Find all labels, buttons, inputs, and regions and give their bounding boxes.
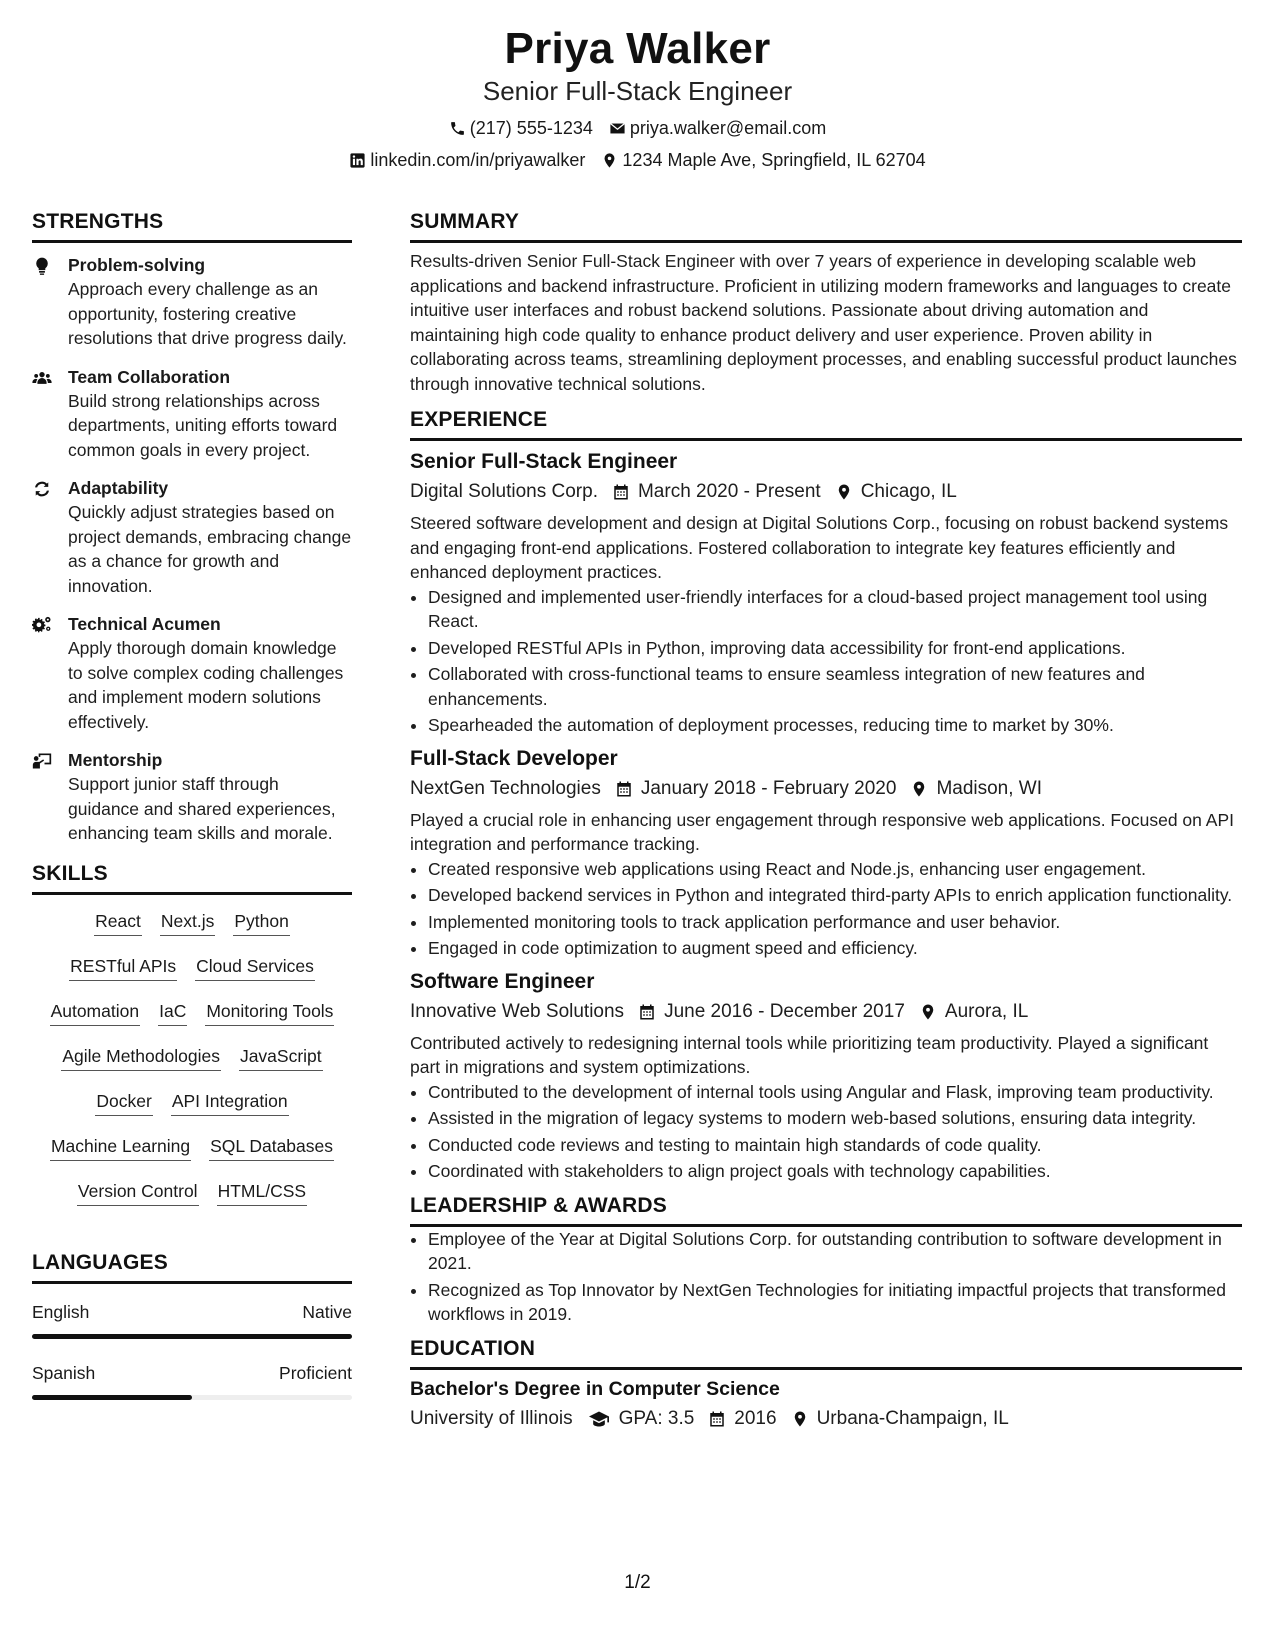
strength-item <box>32 476 352 598</box>
job-entry <box>410 447 1242 738</box>
language-proficiency-bar <box>32 1395 352 1400</box>
job-bullet: • Created responsive web applications using React and Node.js, enhancing user engagement. <box>428 857 1242 882</box>
job-description: Played a crucial role in enhancing user engagement through responsive web applications. Focused on API integration and performance tracking. <box>410 809 1234 854</box>
job-bullet: • Collaborated with cross-functional teams to ensure seamless integration of new features and enhancements. <box>428 662 1242 711</box>
skill-tag: Python <box>233 909 289 936</box>
job-description: Contributed actively to redesigning internal tools while prioritizing team productivity. Played a significant part in migrations and system optimizations. <box>410 1032 1209 1077</box>
leadership-heading: LEADERSHIP & AWARDS <box>410 1192 1242 1227</box>
calendar-icon <box>612 483 630 501</box>
degree-title: Bachelor's Degree in Computer Science <box>410 1377 780 1400</box>
graduation-cap-icon <box>587 1409 611 1429</box>
award-item: • Employee of the Year at Digital Solutions Corp. for outstanding contribution to software development in 2021. <box>428 1227 1242 1276</box>
candidate-name: Priya Walker <box>504 24 771 73</box>
language-item <box>32 1361 352 1400</box>
job-bullet: • Coordinated with stakeholders to align project goals with technology capabilities. <box>428 1159 1242 1184</box>
job-bullet: • Spearheaded the automation of deployment processes, reducing time to market by 30%. <box>428 713 1242 738</box>
linkedin-text: linkedin.com/in/priyawalker <box>370 150 586 170</box>
strength-name: Team Collaboration <box>68 366 231 387</box>
language-proficiency-fill <box>32 1395 192 1400</box>
job-bullet: • Contributed to the development of internal tools using Angular and Flask, improving team productivity. <box>428 1080 1242 1105</box>
skill-tag: HTML/CSS <box>217 1179 307 1206</box>
right-column <box>410 208 1242 1434</box>
language-proficiency-bar <box>32 1334 352 1339</box>
skill-tag: API Integration <box>171 1089 289 1116</box>
leadership-section <box>410 1192 1242 1327</box>
languages-section <box>32 1249 352 1400</box>
skill-tag: Agile Methodologies <box>61 1044 221 1071</box>
phone-icon <box>449 120 466 137</box>
skill-tag: IaC <box>158 999 187 1026</box>
skills-section <box>32 860 352 1224</box>
job-bullet: • Implemented monitoring tools to track application performance and user behavior. <box>428 910 1242 935</box>
company-name: Digital Solutions Corp. <box>410 481 598 502</box>
skill-tag: Machine Learning <box>50 1134 191 1161</box>
email-text: priya.walker@email.com <box>629 118 827 138</box>
phone-contact[interactable] <box>449 116 593 140</box>
job-dates: March 2020 - Present <box>637 481 821 502</box>
language-name: English <box>32 1301 90 1322</box>
language-item <box>32 1300 352 1339</box>
strength-name: Mentorship <box>68 750 163 770</box>
job-bullet: • Developed backend services in Python and integrated third-party APIs to enrich application functionality. <box>428 883 1242 908</box>
job-entry <box>410 744 1242 961</box>
map-pin-icon <box>919 1003 937 1021</box>
summary-text: Results-driven Senior Full-Stack Engineer with over 7 years of experience in developing scalable web applications and backend infrastructure. Proficient in utilizing modern frameworks and languages to create intuitive user interfaces and robust backend solutions. Passionate about driving automation and maintaining high code quality to enhance product delivery and user experience. Proven ability in collaborating across teams, streamlining deployment processes, and enabling successful product launches through innovative technical solutions. <box>410 251 1237 394</box>
job-bullets <box>410 585 1242 738</box>
strength-name: Technical Acumen <box>68 614 221 634</box>
phone-text: (217) 555-1234 <box>469 118 593 138</box>
map-pin-icon <box>910 780 928 798</box>
skill-tag: SQL Databases <box>209 1134 334 1161</box>
job-bullets <box>410 857 1242 961</box>
strengths-section <box>32 208 352 846</box>
skill-tag: Docker <box>95 1089 152 1116</box>
resume-header <box>0 22 1275 172</box>
strength-item <box>32 612 352 734</box>
gears-icon <box>32 615 52 635</box>
job-bullet: • Conducted code reviews and testing to maintain high standards of code quality. <box>428 1133 1242 1158</box>
calendar-icon <box>708 1410 726 1428</box>
language-level: Proficient <box>279 1362 352 1383</box>
linkedin-icon <box>349 152 366 169</box>
graduation-year: 2016 <box>734 1407 777 1429</box>
job-location: Madison, WI <box>936 777 1043 799</box>
language-proficiency-fill <box>32 1334 352 1339</box>
job-description: Steered software development and design at Digital Solutions Corp., focusing on robust backend systems and engaging front-end applications. Fostered collaboration to integrate key features efficiently and enhanced deployment practices. <box>410 513 1229 582</box>
strength-name: Problem-solving <box>68 255 206 275</box>
strength-item <box>32 253 352 351</box>
users-icon <box>32 368 52 388</box>
teacher-icon <box>32 751 52 771</box>
map-pin-icon <box>601 152 618 169</box>
email-contact[interactable] <box>609 116 826 140</box>
job-location: Chicago, IL <box>860 481 957 502</box>
languages-heading: LANGUAGES <box>32 1249 352 1284</box>
skill-tag: Cloud Services <box>195 954 315 981</box>
language-level: Native <box>302 1301 352 1322</box>
school-location: Urbana-Champaign, IL <box>816 1407 1009 1429</box>
skill-tag: JavaScript <box>239 1044 323 1071</box>
skills-heading: SKILLS <box>32 860 352 895</box>
language-name: Spanish <box>32 1362 96 1383</box>
job-bullet: • Engaged in code optimization to augment speed and efficiency. <box>428 936 1242 961</box>
envelope-icon <box>609 120 626 137</box>
strength-desc: Approach every challenge as an opportunity, fostering creative resolutions that drive progress daily. <box>68 279 347 348</box>
award-item: • Recognized as Top Innovator by NextGen Technologies for initiating impactful projects that transformed workflows in 2019. <box>428 1278 1242 1327</box>
strength-name: Adaptability <box>68 478 169 498</box>
strength-desc: Quickly adjust strategies based on project demands, embracing change as a chance for growth and innovation. <box>68 502 352 596</box>
job-entry <box>410 967 1242 1184</box>
experience-heading: EXPERIENCE <box>410 406 1242 441</box>
skill-tag: Next.js <box>160 909 215 936</box>
education-heading: EDUCATION <box>410 1335 1242 1370</box>
job-dates: June 2016 - December 2017 <box>664 1000 905 1022</box>
lightbulb-icon <box>32 256 52 276</box>
experience-section <box>410 406 1242 1184</box>
job-bullet: • Developed RESTful APIs in Python, improving data accessibility for front-end applications. <box>428 636 1242 661</box>
map-pin-icon <box>791 1410 809 1428</box>
strength-desc: Support junior staff through guidance and shared experiences, enhancing team skills and morale. <box>68 774 336 843</box>
strength-item <box>32 365 352 463</box>
company-name: NextGen Technologies <box>410 777 601 799</box>
job-title: Full-Stack Developer <box>410 746 618 770</box>
job-dates: January 2018 - February 2020 <box>640 777 897 799</box>
page-indicator: 1/2 <box>624 1572 651 1593</box>
skill-tag: Monitoring Tools <box>205 999 334 1026</box>
address-contact <box>601 148 925 172</box>
job-bullets <box>410 1080 1242 1184</box>
candidate-title: Senior Full-Stack Engineer <box>482 76 793 106</box>
calendar-icon <box>638 1003 656 1021</box>
map-pin-icon <box>835 483 853 501</box>
address-text: 1234 Maple Ave, Springfield, IL 62704 <box>622 150 926 170</box>
job-bullet: • Assisted in the migration of legacy systems to modern web-based solutions, ensuring data integrity. <box>428 1106 1242 1131</box>
job-bullet: • Designed and implemented user-friendly interfaces for a cloud-based project management tool using React. <box>428 585 1242 634</box>
skill-tag: RESTful APIs <box>69 954 177 981</box>
education-section <box>410 1335 1242 1434</box>
strength-item <box>32 748 352 846</box>
summary-section <box>410 208 1242 396</box>
job-title: Software Engineer <box>410 969 595 993</box>
leadership-list <box>410 1227 1242 1327</box>
strength-desc: Apply thorough domain knowledge to solve complex coding challenges and implement modern solutions effectively. <box>68 638 344 732</box>
summary-heading: SUMMARY <box>410 208 1242 243</box>
skill-tag: Version Control <box>77 1179 199 1206</box>
school-name: University of Illinois <box>410 1407 573 1429</box>
gpa-text: GPA: 3.5 <box>618 1407 695 1429</box>
left-column <box>32 208 352 1400</box>
strength-desc: Build strong relationships across departments, uniting efforts toward common goals in every project. <box>68 390 338 460</box>
company-name: Innovative Web Solutions <box>410 1000 625 1022</box>
skill-tag: React <box>94 909 142 936</box>
job-title: Senior Full-Stack Engineer <box>410 450 678 473</box>
sync-icon <box>32 479 52 499</box>
job-location: Aurora, IL <box>944 1000 1029 1022</box>
calendar-icon <box>615 780 633 798</box>
contact-row-2 <box>0 148 1275 172</box>
strengths-heading: STRENGTHS <box>32 208 352 243</box>
contact-row-1 <box>0 116 1275 140</box>
skill-tag: Automation <box>50 999 141 1026</box>
linkedin-contact[interactable] <box>349 148 585 172</box>
